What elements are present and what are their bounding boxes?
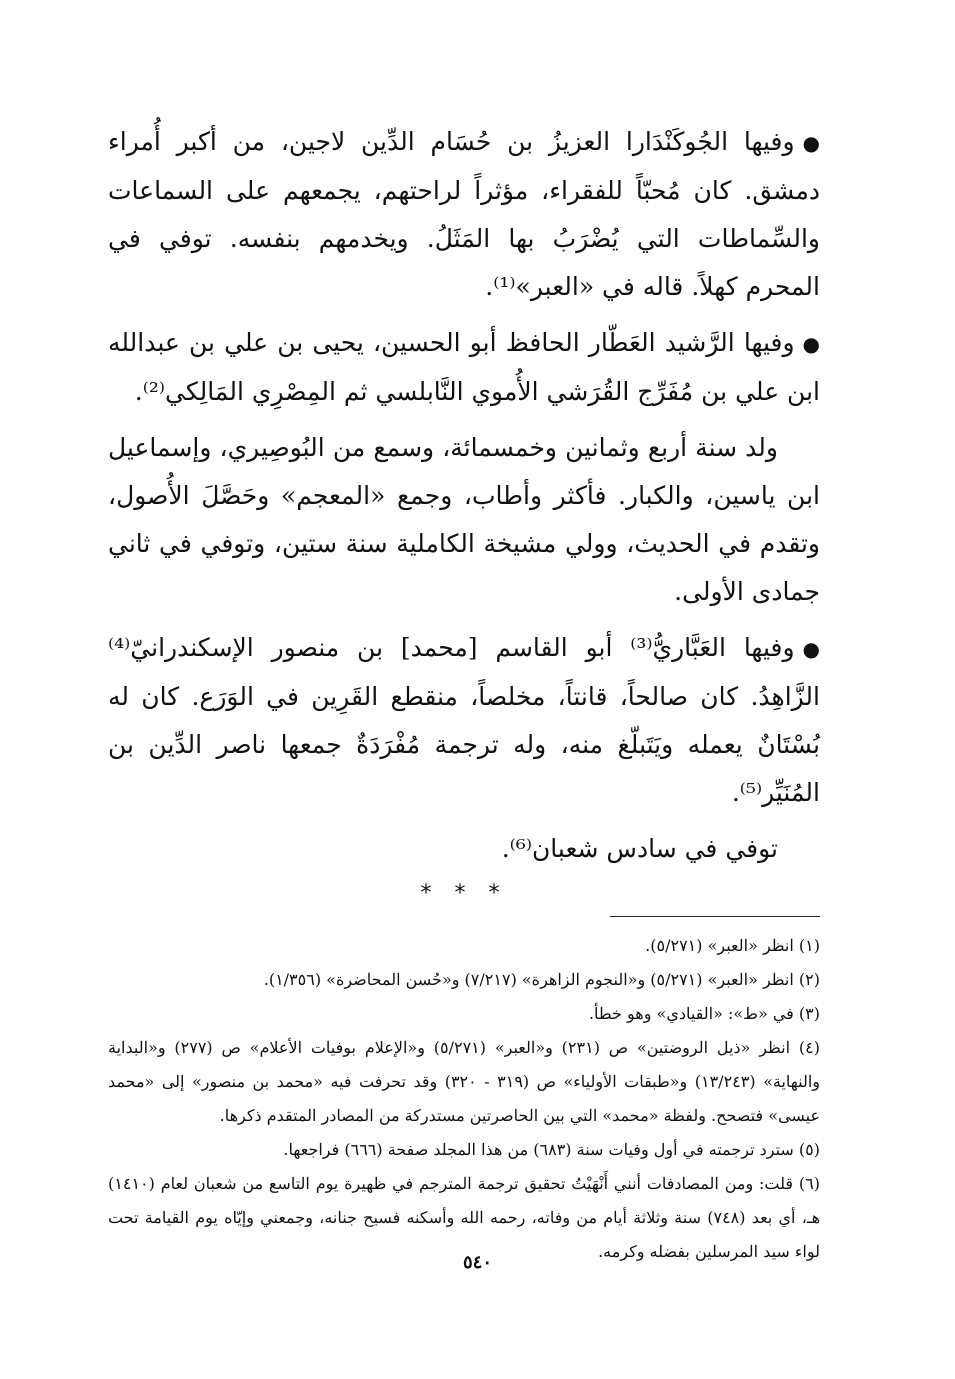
paragraph-3 <box>108 424 820 616</box>
bullet-mark: ● <box>802 332 820 356</box>
footnote-5 <box>108 1133 820 1167</box>
footnote-1 <box>108 929 820 963</box>
footnote-number: (٥) <box>798 1140 820 1159</box>
paragraph-4 <box>108 624 820 817</box>
footnote-number: (٢) <box>798 970 820 989</box>
footnote-number: (٣) <box>798 1004 820 1023</box>
footnote-text: انظر «العبر» (٥/٢٧١). <box>645 936 794 955</box>
footnote-number: (١) <box>798 936 820 955</box>
page-body <box>108 118 820 1269</box>
footnote-3 <box>108 997 820 1031</box>
paragraph-text: توفي في سادس شعبان⁽⁶⁾. <box>501 834 778 863</box>
bullet-mark: ● <box>802 637 820 661</box>
footnote-divider <box>610 916 820 917</box>
footnote-text: في «ط»: «القيادي» وهو خطأ. <box>588 1004 794 1023</box>
paragraph-text: وفيها الرَّشيد العَطّار الحافظ أبو الحسين، يحيى بن علي بن عبدالله ابن علي بن مُفَرِّج القُرَشي الأُموي النَّابلسي ثم المِصْرِي المَالِكي⁽²⁾. <box>108 328 820 406</box>
paragraph-text: وفيها الجُوكَنْدَارا العزيزُ بن حُسَام الدِّين لاجين، من أكبر أُمراء دمشق. كان مُحبّاً للفقراء، مؤثراً لراحتهم، يجمعهم على السماعات والسِّماطات التي يُضْرَبُ بها المَثَلُ. ويخدمهم بنفسه. توفي في المحرم كهلاً. قاله في «العبر»⁽¹⁾. <box>108 127 820 301</box>
section-separator: * * * <box>420 881 508 906</box>
footnote-4 <box>108 1031 820 1133</box>
footnote-text: انظر «العبر» (٥/٢٧١) و«النجوم الزاهرة» (٧/٢١٧) و«حُسن المحاضرة» (١/٣٥٦). <box>263 970 794 989</box>
bullet-mark: ● <box>802 131 820 155</box>
footnote-text: سترد ترجمته في أول وفيات سنة (٦٨٣) من هذا المجلد صفحة (٦٦٦) فراجعها. <box>283 1140 794 1159</box>
footnote-number: (٤) <box>798 1038 820 1057</box>
footnote-text: قلت: ومن المصادفات أنني أَنْهَيْتُ تحقيق ترجمة المترجم في ظهيرة يوم التاسع من شعبان لعام (١٤١٠) هـ، أي بعد (٧٤٨) سنة وثلاثة أيام من وفاته، رحمه الله وأسكنه فسيح جنانه، وجمعني وإيّاه يوم القيامة تحت لواء سيد المرسلين بفضله وكرمه. <box>108 1174 821 1261</box>
footnote-text: انظر «ذيل الروضتين» ص (٢٣١) و«العبر» (٥/٢٧١) و«الإعلام بوفيات الأعلام» ص (٢٧٧) و«البداية والنهاية» (١٣/٢٤٣) و«طبقات الأولياء» ص (٣١٩ - ٣٢٠) وقد تحرفت فيه «محمد بن منصور» إلى «محمد عيسى» فتصحح. ولفظة «محمد» التي بين الحاصرتين مستدركة من المصادر المتقدم ذكرها. <box>108 1038 821 1125</box>
footnote-number: (٦) <box>798 1174 820 1193</box>
paragraph-1 <box>108 118 820 311</box>
paragraph-2 <box>108 319 820 416</box>
footnotes <box>108 929 820 1269</box>
page-number: ٥٤٠ <box>462 1252 492 1273</box>
paragraph-text: ولد سنة أربع وثمانين وخمسمائة، وسمع من البُوصِيري، وإسماعيل ابن ياسين، والكبار. فأكثر وأطاب، وجمع «المعجم» وحَصَّلَ الأُصول، وتقدم في الحديث، وولي مشيخة الكاملية سنة ستين، وتوفي في ثاني جمادى الأولى. <box>108 433 820 606</box>
paragraph-5 <box>108 825 820 873</box>
footnote-2 <box>108 963 820 997</box>
paragraph-text: وفيها العَبَّاريُّ⁽³⁾ أبو القاسم [محمد] بن منصور الإسكندرانيّ⁽⁴⁾ الزَّاهِدُ. كان صالحاً، قانتاً، مخلصاً، منقطع القَرِين في الوَرَع. كان له بُسْتَانٌ يعمله ويَتَبلّغ منه، وله ترجمة مُفْرَدَةٌ جمعها ناصر الدِّين بن المُنَيِّر⁽⁵⁾. <box>108 633 820 807</box>
main-text <box>108 118 820 873</box>
